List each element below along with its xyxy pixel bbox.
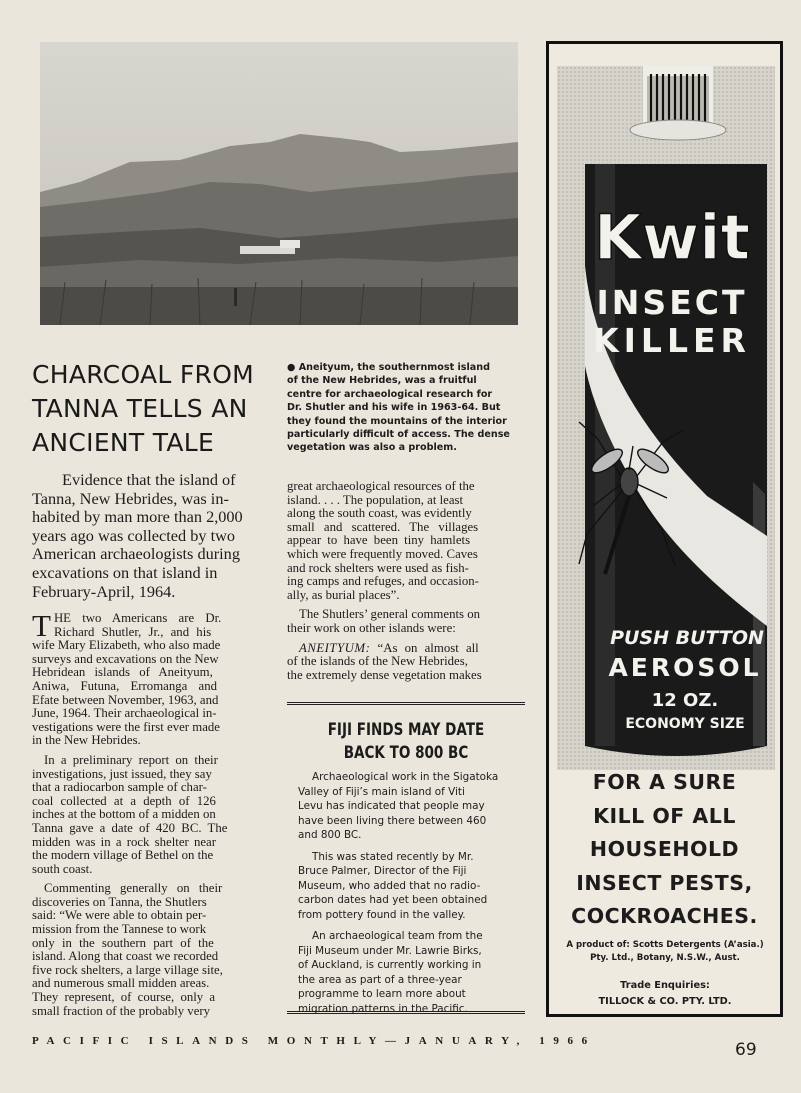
ad-headline-line: KILL OF ALL (593, 803, 736, 828)
island-name: ANEITYUM: (299, 640, 371, 655)
ad-headline (549, 766, 780, 934)
divider-rule (287, 702, 525, 705)
body-line: great archaeological resources of the (287, 479, 475, 493)
fiji-line: Levu has indicated that people may (298, 800, 485, 812)
spray-cap (630, 66, 726, 140)
ad-trade-enquiries (555, 978, 775, 1009)
body-line: midden was in a rock shelter near (32, 834, 216, 849)
headline-line: TANNA TELLS AN (32, 394, 248, 423)
can-label-insect: INSECT (596, 283, 748, 322)
fiji-line: This was stated recently by Mr. (312, 850, 474, 863)
page-number: 69 (735, 1040, 757, 1060)
fiji-line: Museum, who added that no radio- (298, 879, 481, 892)
ad-trade-line: TILLOCK & CO. PTY. LTD. (598, 995, 732, 1007)
body-line: June, 1964. Their archaeological in- (32, 706, 217, 721)
body-line: the modern village of Bethel on the (32, 848, 214, 863)
body-line: They represent, of course, only a (32, 990, 216, 1005)
ad-product-line: Pty. Ltd., Botany, N.S.W., Aust. (590, 953, 740, 963)
intro-line: excavations on that island in (32, 562, 218, 582)
paragraph (32, 882, 268, 1018)
ad-headline-line: HOUSEHOLD (589, 837, 740, 862)
body-line: Hebridean islands of Aneityum, (32, 665, 213, 680)
body-line: only in the southern part of the (32, 935, 214, 950)
body-line: along the south coast, was evidently (287, 506, 472, 521)
fiji-line: Archaeological work in the Sigatoka (312, 771, 499, 783)
caption-line: vegetation was also a problem. (287, 442, 457, 454)
body-line: ing camps and refuges, and occasion- (287, 574, 479, 589)
intro-line: Evidence that the island of (62, 470, 236, 489)
paragraph (287, 480, 525, 602)
body-line: ally, as burial places”. (287, 587, 400, 602)
caption-line: they found the mountains of the interior (287, 415, 507, 427)
body-line: small fraction of the probably very (32, 1003, 211, 1018)
insect-spray-can-illustration (557, 66, 775, 770)
ad-product-credit (555, 939, 775, 965)
body-line: inches at the bottom of a midden on (32, 807, 216, 822)
body-line: Efate between November, 1963, and (32, 692, 219, 707)
caption-line: ● Aneityum, the southernmost island (287, 362, 490, 373)
intro-line: Tanna, New Hebrides, was in- (32, 488, 229, 508)
caption-line: centre for archaeological research for (287, 388, 493, 400)
can-label-push-button: PUSH BUTTON (610, 627, 764, 649)
can-label-size: 12 OZ. (651, 690, 719, 711)
body-line: discoveries on Tanna, the Shutlers (32, 894, 207, 909)
body-line: south coast. (32, 861, 93, 876)
paragraph (287, 608, 525, 635)
body-line: their work on other islands were: (287, 620, 456, 635)
body-line: mission from the Tannese to work (32, 922, 207, 937)
body-line: Richard Shutler, Jr., and his (53, 624, 212, 639)
fiji-article-body (298, 770, 510, 1016)
fiji-headline-line: BACK TO 800 BC (343, 743, 469, 762)
ad-headline-line: INSECT PESTS, (576, 870, 753, 895)
headline-line: ANCIENT TALE (32, 428, 215, 457)
intro-line: habited by man more than 2,000 (32, 507, 243, 527)
fiji-line: An archaeological team from the (312, 930, 483, 942)
fiji-headline (308, 718, 503, 764)
body-line: island. Along that coast we recorded (32, 949, 219, 964)
brand-logo: Kwit (593, 201, 751, 274)
body-line: surveys and excavations on the New (32, 651, 219, 666)
ad-trade-line: Trade Enquiries: (620, 980, 710, 991)
fiji-line: carbon dates had yet been obtained (298, 894, 488, 906)
photo-caption (287, 361, 526, 455)
fiji-line: Valley of Fiji’s main island of Viti (298, 785, 465, 798)
article-headline (32, 358, 267, 460)
ad-product-line: A product of: Scotts Detergents (A’asia.) (566, 940, 764, 950)
article-column-1 (32, 608, 268, 1018)
article-column-2 (287, 480, 525, 682)
kwit-advertisement (546, 41, 783, 1017)
body-line (287, 642, 525, 656)
body-line: the extremely dense vegetation makes (287, 667, 482, 682)
paragraph (298, 770, 510, 843)
paragraph (287, 642, 525, 683)
body-line: vestigations were the first ever made (32, 719, 220, 734)
paragraph (298, 850, 510, 923)
fiji-line: migration patterns in the Pacific. (298, 1002, 468, 1015)
fiji-line: from pottery found in the valley. (298, 908, 466, 921)
body-line: in the New Hebrides. (32, 733, 141, 748)
fiji-line: of Auckland, is currently working in (298, 959, 482, 971)
can-label-economy: ECONOMY SIZE (625, 716, 745, 732)
article-intro (32, 471, 270, 601)
body-line: Tanna gave a date of 420 BC. The (32, 820, 228, 835)
body-line: HE two Americans are Dr. (53, 611, 222, 625)
body-line: In a preliminary report on their (44, 752, 218, 767)
body-line: small and scattered. The villages (287, 519, 479, 534)
body-line: Commenting generally on their (44, 881, 223, 896)
body-line: The Shutlers’ general comments on (299, 607, 480, 622)
body-line: and numerous small midden areas. (32, 976, 210, 991)
fiji-line: Bruce Palmer, Director of the Fiji (298, 865, 467, 877)
body-line: five rock shelters, a large village site, (32, 962, 223, 977)
paragraph (32, 754, 268, 876)
fiji-line: Fiji Museum under Mr. Lawrie Birks, (298, 944, 482, 957)
body-line: and rock shelters were used as fish- (287, 560, 469, 575)
intro-line: years ago was collected by two (32, 525, 235, 545)
fiji-line: programme to learn more about (298, 988, 466, 1000)
caption-line: of the New Hebrides, was a fruitful (287, 375, 477, 387)
headline-line: CHARCOAL FROM (32, 360, 255, 389)
ad-headline-line: FOR A SURE (592, 770, 737, 794)
body-line: that a radiocarbon sample of char- (32, 780, 207, 795)
fiji-line: have been living there between 460 (298, 814, 487, 827)
body-line: which were frequently moved. Caves (287, 546, 478, 561)
body-line: island. . . . The population, at least (287, 492, 464, 507)
paragraph (298, 929, 510, 1016)
can-label-killer: KILLER (593, 321, 751, 360)
paragraph (32, 608, 268, 748)
fiji-line: the area as part of a three-year (298, 973, 462, 986)
body-line: wife Mary Elizabeth, who also made (32, 638, 221, 653)
body-line: coal collected at a depth of 126 (32, 793, 216, 808)
fiji-headline-line: FIJI FINDS MAY DATE (327, 720, 485, 739)
fiji-line: and 800 BC. (298, 829, 362, 841)
body-line: of the islands of the New Hebrides, (287, 654, 468, 669)
intro-line: American archaeologists during (32, 544, 240, 564)
body-line: said: “We were able to obtain per- (32, 908, 207, 923)
intro-line: February-April, 1964. (32, 581, 176, 601)
body-line: investigations, just issued, they say (32, 766, 212, 781)
body-line: Aniwa, Futuna, Erromanga and (32, 678, 217, 693)
caption-line: Dr. Shutler and his wife in 1963-64. But (287, 402, 501, 414)
body-text: “As on almost all (370, 640, 479, 655)
body-line: appear to have been tiny hamlets (287, 533, 471, 548)
can-label-aerosol: AEROSOL (608, 653, 762, 682)
article-photo (40, 42, 518, 325)
ad-headline-line: COCKROACHES. (571, 904, 758, 929)
caption-line: particularly difficult of access. The dense (287, 429, 510, 441)
drop-cap: T (32, 608, 51, 643)
page-footer: PACIFIC ISLANDS MONTHLY—JANUARY, 1966 (32, 1035, 596, 1047)
